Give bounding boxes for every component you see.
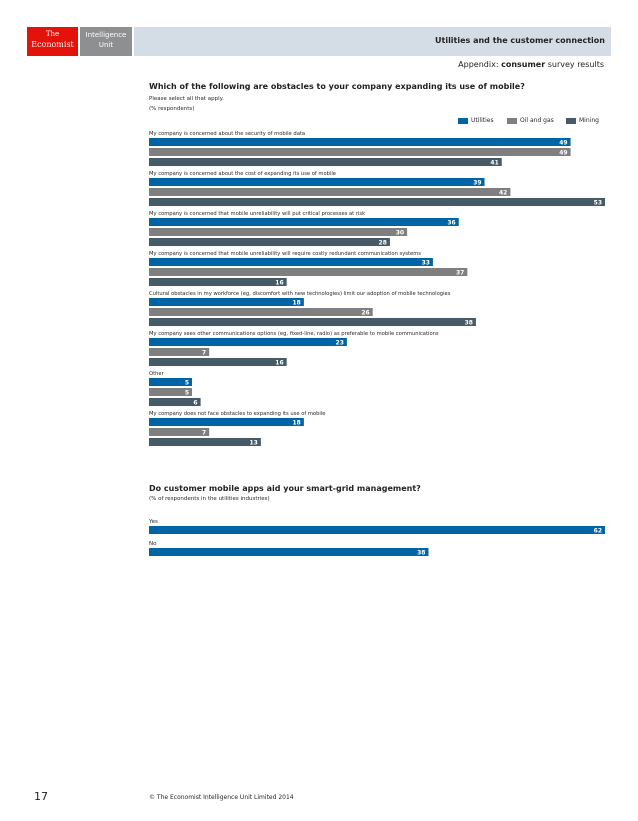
unit-line-1: Intelligence	[85, 31, 127, 39]
category-label-0: Yes	[149, 519, 158, 525]
chart1-subtitle: Please select all that apply.	[149, 96, 224, 102]
value-label-oil-and-gas-1: 42	[498, 189, 508, 197]
value-label-mining-4: 38	[464, 319, 473, 327]
value-label-mining-0: 41	[490, 159, 499, 167]
bar-utilities-0	[149, 526, 605, 534]
value-label-utilities-5: 23	[335, 339, 344, 347]
value-label-utilities-1: 38	[417, 549, 426, 557]
legend-label-oil-gas: Oil and gas	[520, 117, 554, 124]
category-label-4: Cultural obstacles in my workforce (eg, discomfort with new technologies) limit our adoption of mobile technologies	[149, 291, 451, 297]
value-label-utilities-6: 5	[184, 379, 190, 387]
value-label-mining-7: 13	[249, 439, 258, 447]
category-label-0: My company is concerned about the security of mobile data	[149, 131, 306, 137]
unit-line-2: Unit	[98, 41, 114, 49]
value-label-utilities-3: 33	[421, 259, 430, 267]
value-label-utilities-0: 62	[593, 527, 602, 535]
value-label-utilities-7: 18	[292, 419, 301, 427]
appendix-bold: consumer	[501, 60, 546, 69]
category-label-1: My company is concerned about the cost of expanding its use of mobile	[149, 171, 336, 177]
value-label-oil-and-gas-7: 7	[202, 429, 207, 437]
chart1-title: Which of the following are obstacles to your company expanding its use of mobile?	[149, 82, 525, 91]
chart2-subtitle: (% of respondents in the utilities industries)	[149, 496, 270, 502]
value-label-mining-5: 16	[275, 359, 284, 367]
value-label-mining-1: 53	[593, 199, 602, 207]
value-label-oil-and-gas-2: 30	[395, 229, 405, 237]
value-label-oil-and-gas-3: 37	[455, 269, 465, 277]
category-label-7: My company does not face obstacles to expanding its use of mobile	[149, 411, 326, 417]
value-label-utilities-4: 18	[292, 299, 301, 307]
value-label-oil-and-gas-4: 26	[361, 309, 370, 317]
value-label-mining-6: 6	[193, 399, 198, 407]
value-label-oil-and-gas-6: 5	[184, 389, 190, 397]
legend-label-utilities: Utilities	[471, 117, 494, 124]
appendix-suffix: survey results	[545, 60, 604, 69]
report-title: Utilities and the customer connection	[435, 36, 605, 45]
appendix-prefix: Appendix:	[458, 60, 502, 69]
value-label-oil-and-gas-0: 49	[559, 149, 568, 157]
copyright: © The Economist Intelligence Unit Limited 2014	[149, 794, 294, 801]
value-label-utilities-2: 36	[447, 219, 456, 227]
category-label-3: My company is concerned that mobile unreliability will require costly redundant communication systems	[149, 251, 421, 257]
category-label-5: My company sees other communications options (eg, fixed-line, radio) as preferable to mobile communications	[149, 331, 439, 337]
logo-line-1: The	[45, 30, 60, 38]
chart2-title: Do customer mobile apps aid your smart-grid management?	[149, 484, 421, 493]
category-label-1: No	[149, 541, 157, 547]
category-label-6: Other	[149, 371, 164, 377]
chart1-unit: (% respondents)	[149, 106, 195, 112]
logo-line-2: Economist	[31, 40, 74, 49]
value-label-utilities-1: 39	[473, 179, 482, 187]
value-label-utilities-0: 49	[559, 139, 568, 147]
value-label-mining-2: 28	[378, 239, 387, 247]
value-label-oil-and-gas-5: 7	[202, 349, 207, 357]
bar-utilities-1	[149, 548, 428, 556]
category-label-2: My company is concerned that mobile unreliability will put critical processes at risk	[149, 211, 366, 217]
page-number: 17	[34, 790, 48, 803]
value-label-mining-3: 16	[275, 279, 284, 287]
legend-label-mining: Mining	[579, 117, 599, 124]
